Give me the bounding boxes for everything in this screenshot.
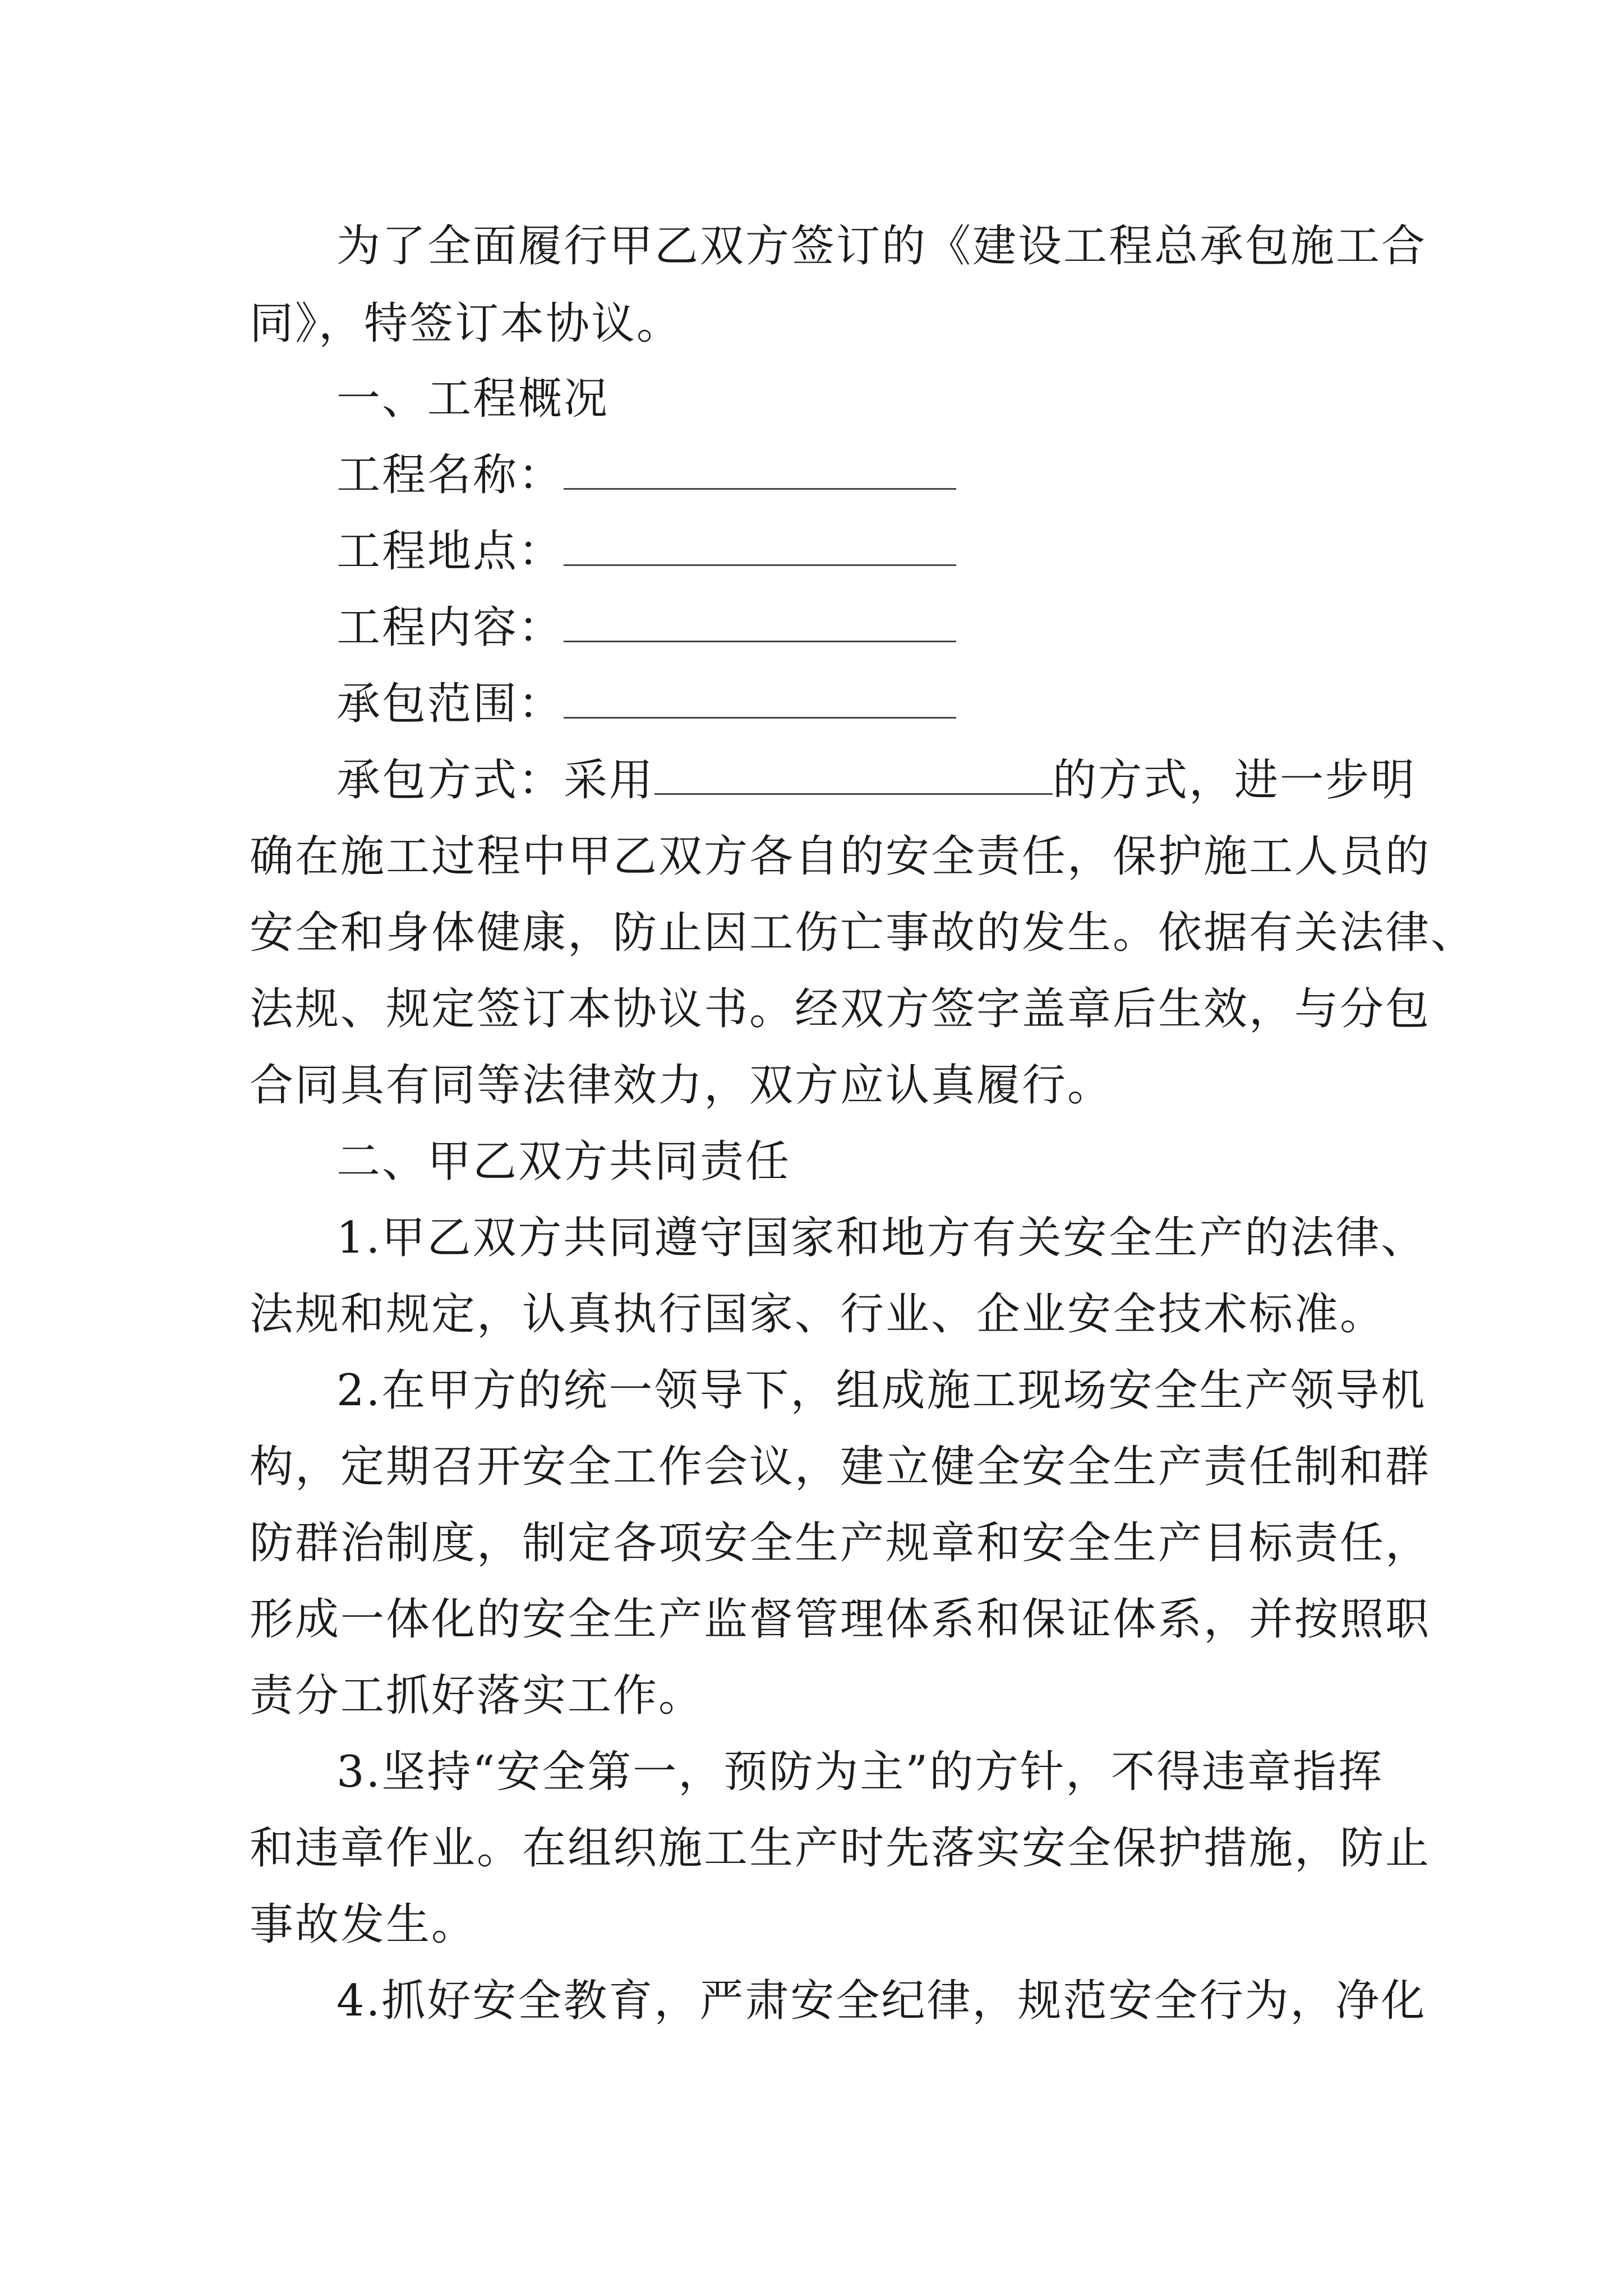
item-3-line-3: 事故发生。 xyxy=(250,1899,477,1950)
contract-scope-blank[interactable] xyxy=(564,683,956,719)
method-line-2: 确在施工过程中甲乙双方各自的安全责任，保护施工人员的 xyxy=(250,831,1431,882)
item-1-line-2: 法规和规定，认真执行国家、行业、企业安全技术标准。 xyxy=(250,1289,1386,1340)
item-2-line-5: 责分工抓好落实工作。 xyxy=(250,1671,704,1721)
field-project-content xyxy=(336,602,956,653)
method-line-5: 合同具有同等法律效力，双方应认真履行。 xyxy=(250,1060,1113,1111)
item-2-line-3: 防群治制度，制定各项安全生产规章和安全生产目标责任， xyxy=(250,1518,1431,1568)
field-label: 工程内容： xyxy=(336,602,564,653)
field-project-name xyxy=(336,450,956,500)
field-project-location xyxy=(336,526,956,577)
item-2-line-2: 构，定期召开安全工作会议，建立健全安全生产责任制和群 xyxy=(250,1442,1431,1492)
project-name-blank[interactable] xyxy=(564,454,956,490)
method-line-3: 安全和身体健康，防止因工伤亡事故的发生。依据有关法律、 xyxy=(250,908,1477,958)
section-1-heading: 一、工程概况 xyxy=(336,374,610,424)
contract-method-blank[interactable] xyxy=(654,760,1053,795)
field-label: 承包范围： xyxy=(336,679,564,729)
section-2-heading: 二、甲乙双方共同责任 xyxy=(336,1137,791,1187)
item-3-line-1: 3.坚持“安全第一，预防为主”的方针，不得违章指挥 xyxy=(336,1747,1384,1797)
field-label: 工程名称： xyxy=(336,450,564,500)
item-2-line-4: 形成一体化的安全生产监督管理体系和保证体系，并按照职 xyxy=(250,1594,1431,1645)
field-contract-scope xyxy=(336,679,956,729)
method-suffix: 的方式，进一步明 xyxy=(1053,755,1417,806)
method-prefix: 承包方式：采用 xyxy=(336,755,655,806)
project-location-blank[interactable] xyxy=(564,531,956,566)
method-line-4: 法规、规定签订本协议书。经双方签字盖章后生效，与分包 xyxy=(250,984,1431,1034)
item-2-line-1: 2.在甲方的统一领导下，组成施工现场安全生产领导机 xyxy=(336,1365,1427,1416)
method-line-1 xyxy=(336,755,1417,806)
project-content-blank[interactable] xyxy=(564,607,956,642)
intro-line-1: 为了全面履行甲乙双方签订的《建设工程总承包施工合 xyxy=(336,221,1427,272)
item-3-line-2: 和违章作业。在组织施工生产时先落实安全保护措施，防止 xyxy=(250,1823,1431,1874)
item-4-line-1: 4.抓好安全教育，严肃安全纪律，规范安全行为，净化 xyxy=(336,1976,1427,2026)
intro-line-2: 同》，特签订本协议。 xyxy=(250,298,683,349)
item-1-line-1: 1.甲乙双方共同遵守国家和地方有关安全生产的法律、 xyxy=(336,1213,1427,1263)
field-label: 工程地点： xyxy=(336,526,564,577)
